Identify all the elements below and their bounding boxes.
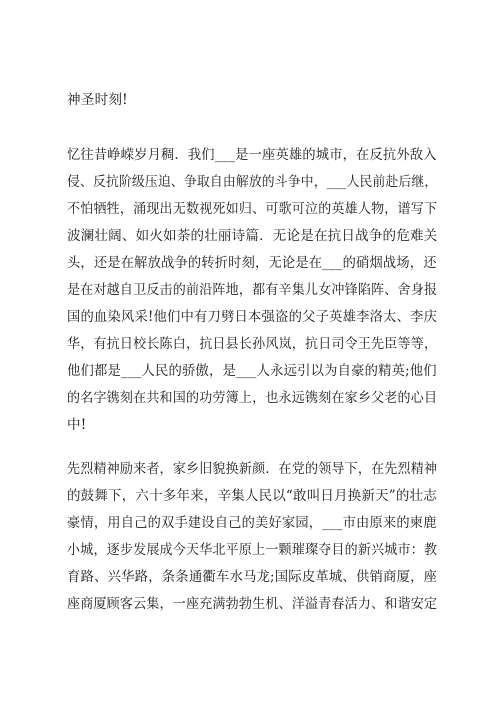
text-line: 的名字镌刻在共和国的功劳簿上，也永远镌刻在家乡父老的心目	[67, 390, 438, 406]
paragraph-history	[67, 142, 437, 439]
text-line: 豪情，用自己的双手建设自己的美好家园，___市由原来的柬鹿	[67, 515, 437, 531]
text-line: 座商厦顾客云集，一座充满勃勃生机、洋溢青春活力、和谐安定	[67, 596, 438, 612]
text-line: 头，还是在解放战争的转折时刻，无论是在___的硝烟战场，还	[67, 255, 437, 271]
text-line: 育路、兴华路，条条通衢车水马龙;国际皮革城、供销商厦，座	[67, 569, 438, 585]
text-line: 国的血染风采!他们中有刀劈日本强盗的父子英雄李洛太、李庆	[67, 309, 438, 325]
text-line: 忆往昔峥嵘岁月稠．我们___是一座英雄的城市，在反抗外敌入	[67, 147, 437, 163]
text-line: 是在对越自卫反击的前沿阵地，都有辛集儿女冲锋陷阵、舍身报	[67, 282, 438, 298]
text-line: 不怕牺牲，涌现出无数视死如归、可歌可泣的英雄人物，谱写下	[67, 201, 438, 217]
text-line: 华，有抗日校长陈白，抗日县长孙风岚，抗日司令王先臣等等，	[67, 336, 438, 352]
text-line: 神圣时刻!	[67, 92, 128, 108]
text-line: 中!	[67, 417, 87, 433]
text-line: 波澜壮阔、如火如荼的壮丽诗篇．无论是在抗日战争的危难关	[67, 228, 438, 244]
paragraph-development	[67, 456, 437, 618]
text-line: 他们都是___人民的骄傲，是___人永远引以为自豪的精英;他们	[67, 363, 437, 379]
text-line: 侵、反抗阶级压迫、争取自由解放的斗争中，___人民前赴后继，	[67, 174, 438, 190]
paragraph-heading	[67, 87, 437, 114]
text-line: 小城，逐步发展成今天华北平原上一颗璀璨夺目的新兴城市：教	[67, 542, 438, 558]
text-line: 先烈精神励来者，家乡旧貌换新颜．在党的领导下，在先烈精神	[67, 461, 438, 477]
text-line: 的鼓舞下，六十多年来，辛集人民以“敢叫日月换新天”的壮志	[67, 488, 437, 504]
